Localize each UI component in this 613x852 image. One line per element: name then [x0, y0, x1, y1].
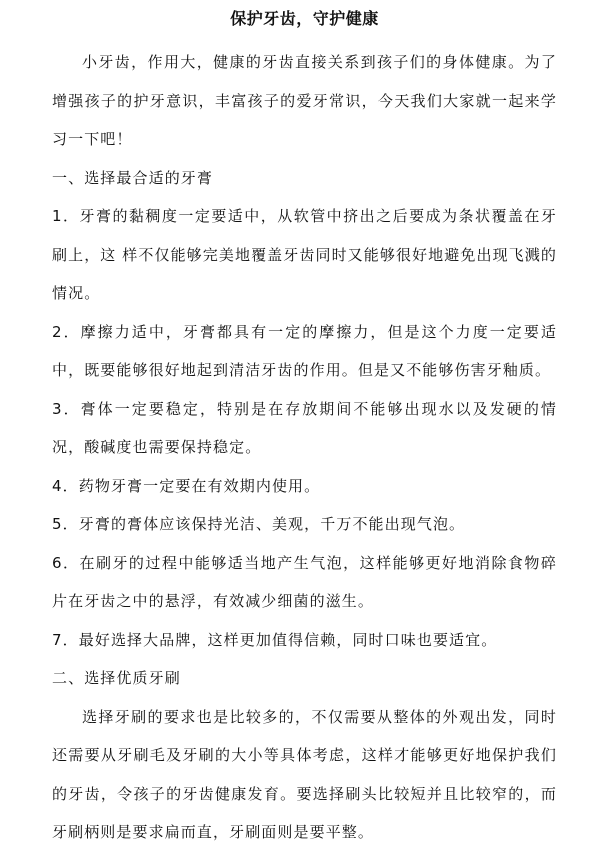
- intro-paragraph: 小牙齿，作用大，健康的牙齿直接关系到孩子们的身体健康。为了增强孩子的护牙意识，丰富孩子的爱牙常识，今天我们大家就一起来学习一下吧！: [52, 53, 557, 148]
- toothbrush-paragraph: 选择牙刷的要求也是比较多的，不仅需要从整体的外观出发，同时还需要从牙刷毛及牙刷的大小等具体考虑，这样才能够更好地保护我们的牙齿，令孩子的牙齿健康发育。要选择刷头比较短并且比较窄的，而牙刷柄则是要求扁而直，牙刷面则是要平整。: [52, 707, 557, 841]
- section-heading-toothbrush: 二、选择优质牙刷: [52, 669, 181, 687]
- toothpaste-item-7: 7．最好选择大品牌，这样更加值得信赖，同时口味也要适宜。: [52, 630, 498, 649]
- toothpaste-item-4: 4．药物牙膏一定要在有效期内使用。: [52, 476, 321, 495]
- toothpaste-item-2: 2．摩擦力适中，牙膏都具有一定的摩擦力，但是这个力度一定要适中，既要能够很好地起到清洁牙齿的作用。但是又不能够伤害牙釉质。: [52, 322, 557, 379]
- toothpaste-item-1: 1．牙膏的黏稠度一定要适中，从软管中挤出之后要成为条状覆盖在牙刷上，这 样不仅能够完美地覆盖牙齿同时又能够很好地避免出现飞溅的情况。: [52, 207, 557, 302]
- toothpaste-item-5: 5．牙膏的膏体应该保持光洁、美观，千万不能出现气泡。: [52, 515, 466, 533]
- section-heading-toothpaste: 一、选择最合适的牙膏: [52, 168, 214, 187]
- document-title: 保护牙齿，守护健康: [230, 9, 379, 28]
- toothpaste-item-6: 6．在刷牙的过程中能够适当地产生气泡，这样能够更好地消除食物碎片在牙齿之中的悬浮，有效减少细菌的滋生。: [52, 553, 557, 610]
- toothpaste-item-3: 3．膏体一定要稳定，特别是在存放期间不能够出现水以及发硬的情况，酸碱度也需要保持稳定。: [52, 399, 557, 456]
